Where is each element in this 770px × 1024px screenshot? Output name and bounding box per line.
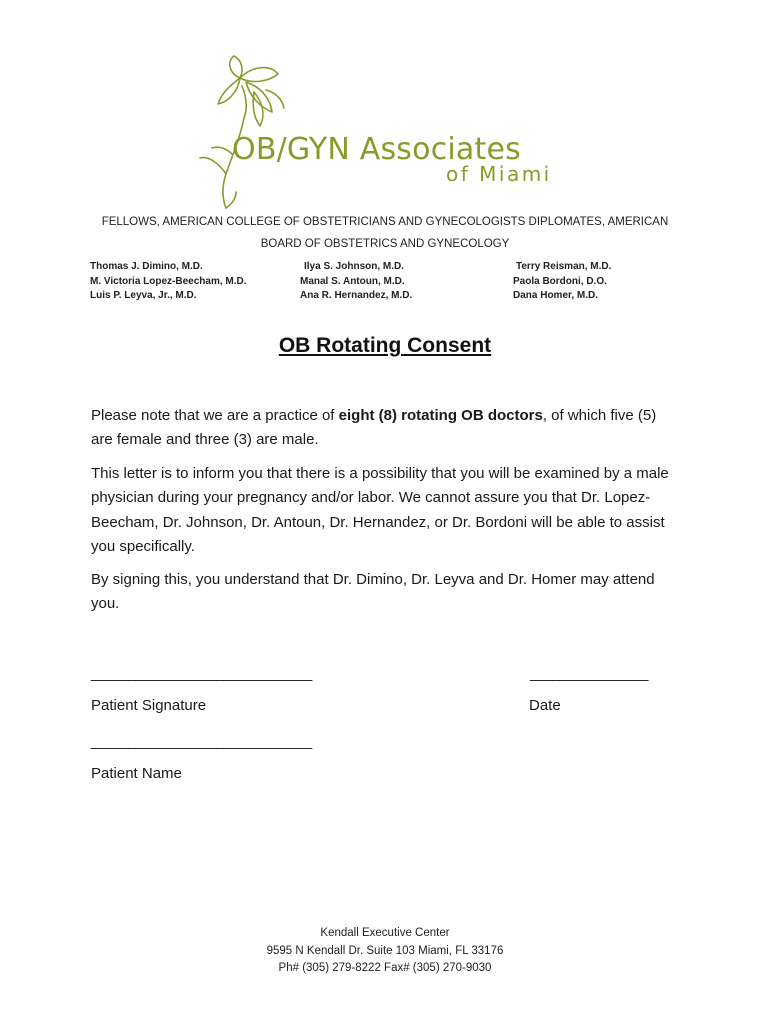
doctors-column-1 bbox=[90, 260, 247, 304]
doctors-column-2 bbox=[300, 260, 412, 304]
paragraph-consent: By signing this, you understand that Dr. Dimino, Dr. Leyva and Dr. Homer may attend you. bbox=[91, 571, 655, 613]
paragraph-male-physician: This letter is to inform you that there is a possibility that you will be examined by a male physician during your pregnancy and/or labor. We cannot assure you that Dr. Lopez-Beecham, Dr. Johnson, Dr. Antoun, Dr. Hernandez, or Dr. Bordoni will be able to assist you specifically. bbox=[91, 465, 669, 555]
doctor-name: Thomas J. Dimino, M.D. bbox=[90, 261, 203, 272]
patient-name-line[interactable]: ______________________________ bbox=[91, 733, 312, 750]
doctor-name: Terry Reisman, M.D. bbox=[516, 261, 612, 272]
patient-name-label: Patient Name bbox=[91, 765, 182, 782]
doctor-name: Ilya S. Johnson, M.D. bbox=[304, 261, 405, 272]
doctors-column-3 bbox=[513, 260, 611, 304]
footer-address bbox=[0, 925, 770, 978]
paragraph-text: Please note that we are a practice of bbox=[91, 407, 339, 424]
footer-line: Kendall Executive Center bbox=[320, 927, 450, 939]
doctor-name: Manal S. Antoun, M.D. bbox=[300, 275, 405, 287]
patient-signature-line[interactable]: ______________________________ bbox=[91, 665, 312, 682]
fellows-statement: FELLOWS, AMERICAN COLLEGE OF OBSTETRICIANS AND GYNECOLOGISTS DIPLOMATES, AMERICAN BOARD OF OBSTETRICS AND GYNECOLOGY bbox=[101, 216, 669, 250]
doctor-name: Ana R. Hernandez, M.D. bbox=[300, 290, 413, 301]
date-line[interactable]: ________________ bbox=[530, 665, 648, 682]
page-title: OB Rotating Consent bbox=[278, 334, 492, 357]
footer-line: Ph# (305) 279-8222 Fax# (305) 270-9030 bbox=[278, 962, 492, 974]
doctor-name: M. Victoria Lopez-Beecham, M.D. bbox=[90, 275, 247, 287]
doctor-name: Paola Bordoni, D.O. bbox=[513, 275, 607, 287]
footer-line: 9595 N Kendall Dr. Suite 103 Miami, FL 33176 bbox=[266, 944, 504, 957]
patient-signature-label: Patient Signature bbox=[91, 697, 207, 714]
paragraph-bold-text: eight (8) rotating OB doctors bbox=[338, 407, 543, 424]
doctor-name: Luis P. Leyva, Jr., M.D. bbox=[90, 290, 197, 301]
paragraph-practice-info bbox=[91, 404, 681, 453]
doctor-name: Dana Homer, M.D. bbox=[513, 290, 599, 301]
date-label: Date bbox=[529, 697, 561, 714]
logo-main-text: OB/GYN Associates bbox=[232, 132, 521, 167]
logo-sub-text: of Miami bbox=[446, 162, 552, 186]
paragraph-text: , of which five (5) are female and three (3) are male. bbox=[91, 407, 657, 449]
